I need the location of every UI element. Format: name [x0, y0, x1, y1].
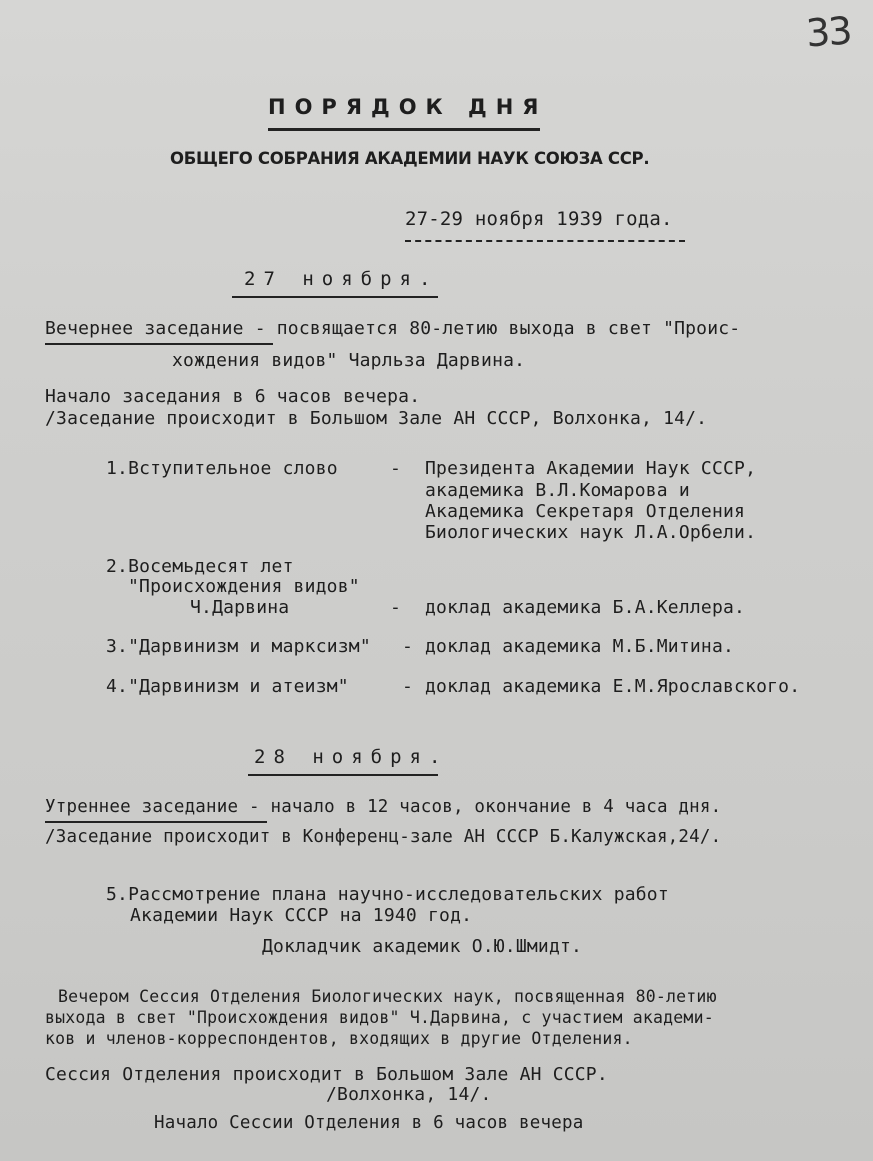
closing-line1: Сессия Отделения происходит в Большом Зале АН СССР.: [45, 1064, 608, 1085]
agenda-item-5-speaker: Докладчик академик О.Ю.Шмидт.: [262, 936, 583, 957]
day1-heading-underline: [232, 296, 438, 298]
title-underline: [268, 128, 540, 131]
document-dates: 27-29 ноября 1939 года.: [405, 208, 673, 230]
evening-line3: ков и членов-корреспондентов, входящих в другие Отделения.: [45, 1029, 633, 1048]
agenda-item-3-speaker: доклад академика М.Б.Митина.: [425, 636, 735, 657]
agenda-item-2-title-line1: 2.Восемьдесят лет: [106, 556, 294, 577]
agenda-item-1-speaker-line3: Академика Секретаря Отделения: [425, 501, 746, 522]
agenda-item-3-dash: -: [402, 636, 414, 657]
session-label-underline: [45, 343, 273, 345]
agenda-item-2-dash: -: [390, 597, 402, 618]
document-title: ПОРЯДОК ДНЯ: [268, 95, 548, 119]
agenda-item-3-title: 3."Дарвинизм и марксизм": [106, 636, 371, 657]
day2-session-line: Утреннее заседание - начало в 12 часов, окончание в 4 часа дня.: [45, 797, 722, 817]
agenda-item-1-title: 1.Вступительное слово: [106, 458, 338, 479]
day1-session-line2: хождения видов" Чарльза Дарвина.: [172, 350, 526, 371]
day2-session-underline: [45, 821, 267, 823]
day2-heading-underline: [248, 774, 438, 776]
day2-heading: 28 ноября.: [254, 746, 449, 768]
agenda-item-1-dash: -: [390, 458, 402, 479]
closing-line2: /Волхонка, 14/.: [326, 1084, 492, 1105]
agenda-item-4-speaker: доклад академика Е.М.Ярославского.: [425, 676, 801, 697]
agenda-item-4-title: 4."Дарвинизм и атеизм": [106, 676, 349, 697]
day1-start-line: Начало заседания в 6 часов вечера.: [45, 386, 421, 407]
page-number: 33: [804, 8, 852, 56]
agenda-item-5-line2: Академии Наук СССР на 1940 год.: [130, 905, 473, 926]
agenda-item-2-speaker: доклад академика Б.А.Келлера.: [425, 597, 746, 618]
agenda-item-5-line1: 5.Рассмотрение плана научно-исследовательских работ: [106, 884, 669, 905]
day2-place-line: /Заседание происходит в Конференц-зале АН СССР Б.Калужская,24/.: [45, 827, 722, 847]
agenda-item-1-speaker-line2: академика В.Л.Комарова и: [425, 480, 690, 501]
agenda-item-1-speaker-line4: Биологических наук Л.А.Орбели.: [425, 522, 757, 543]
day1-session-line1: Вечернее заседание - посвящается 80-летию выхода в свет "Проис-: [45, 318, 741, 339]
day1-heading: 27 ноября.: [244, 268, 439, 290]
dates-underline: [405, 240, 685, 242]
evening-line1: Вечером Сессия Отделения Биологических наук, посвященная 80-летию: [58, 987, 717, 1006]
document-subtitle: ОБЩЕГО СОБРАНИЯ АКАДЕМИИ НАУК СОЮЗА ССР.: [170, 149, 650, 168]
evening-line2: выхода в свет "Происхождения видов" Ч.Дарвина, с участием академи-: [45, 1008, 714, 1027]
agenda-item-2-title-line2: "Происхождения видов": [128, 576, 360, 597]
day1-place-line: /Заседание происходит в Большом Зале АН СССР, Волхонка, 14/.: [45, 408, 708, 429]
closing-line3: Начало Сессии Отделения в 6 часов вечера: [154, 1113, 584, 1133]
agenda-item-4-dash: -: [402, 676, 414, 697]
agenda-item-1-speaker-line1: Президента Академии Наук СССР,: [425, 458, 757, 479]
agenda-item-2-title-line3: Ч.Дарвина: [190, 597, 290, 618]
